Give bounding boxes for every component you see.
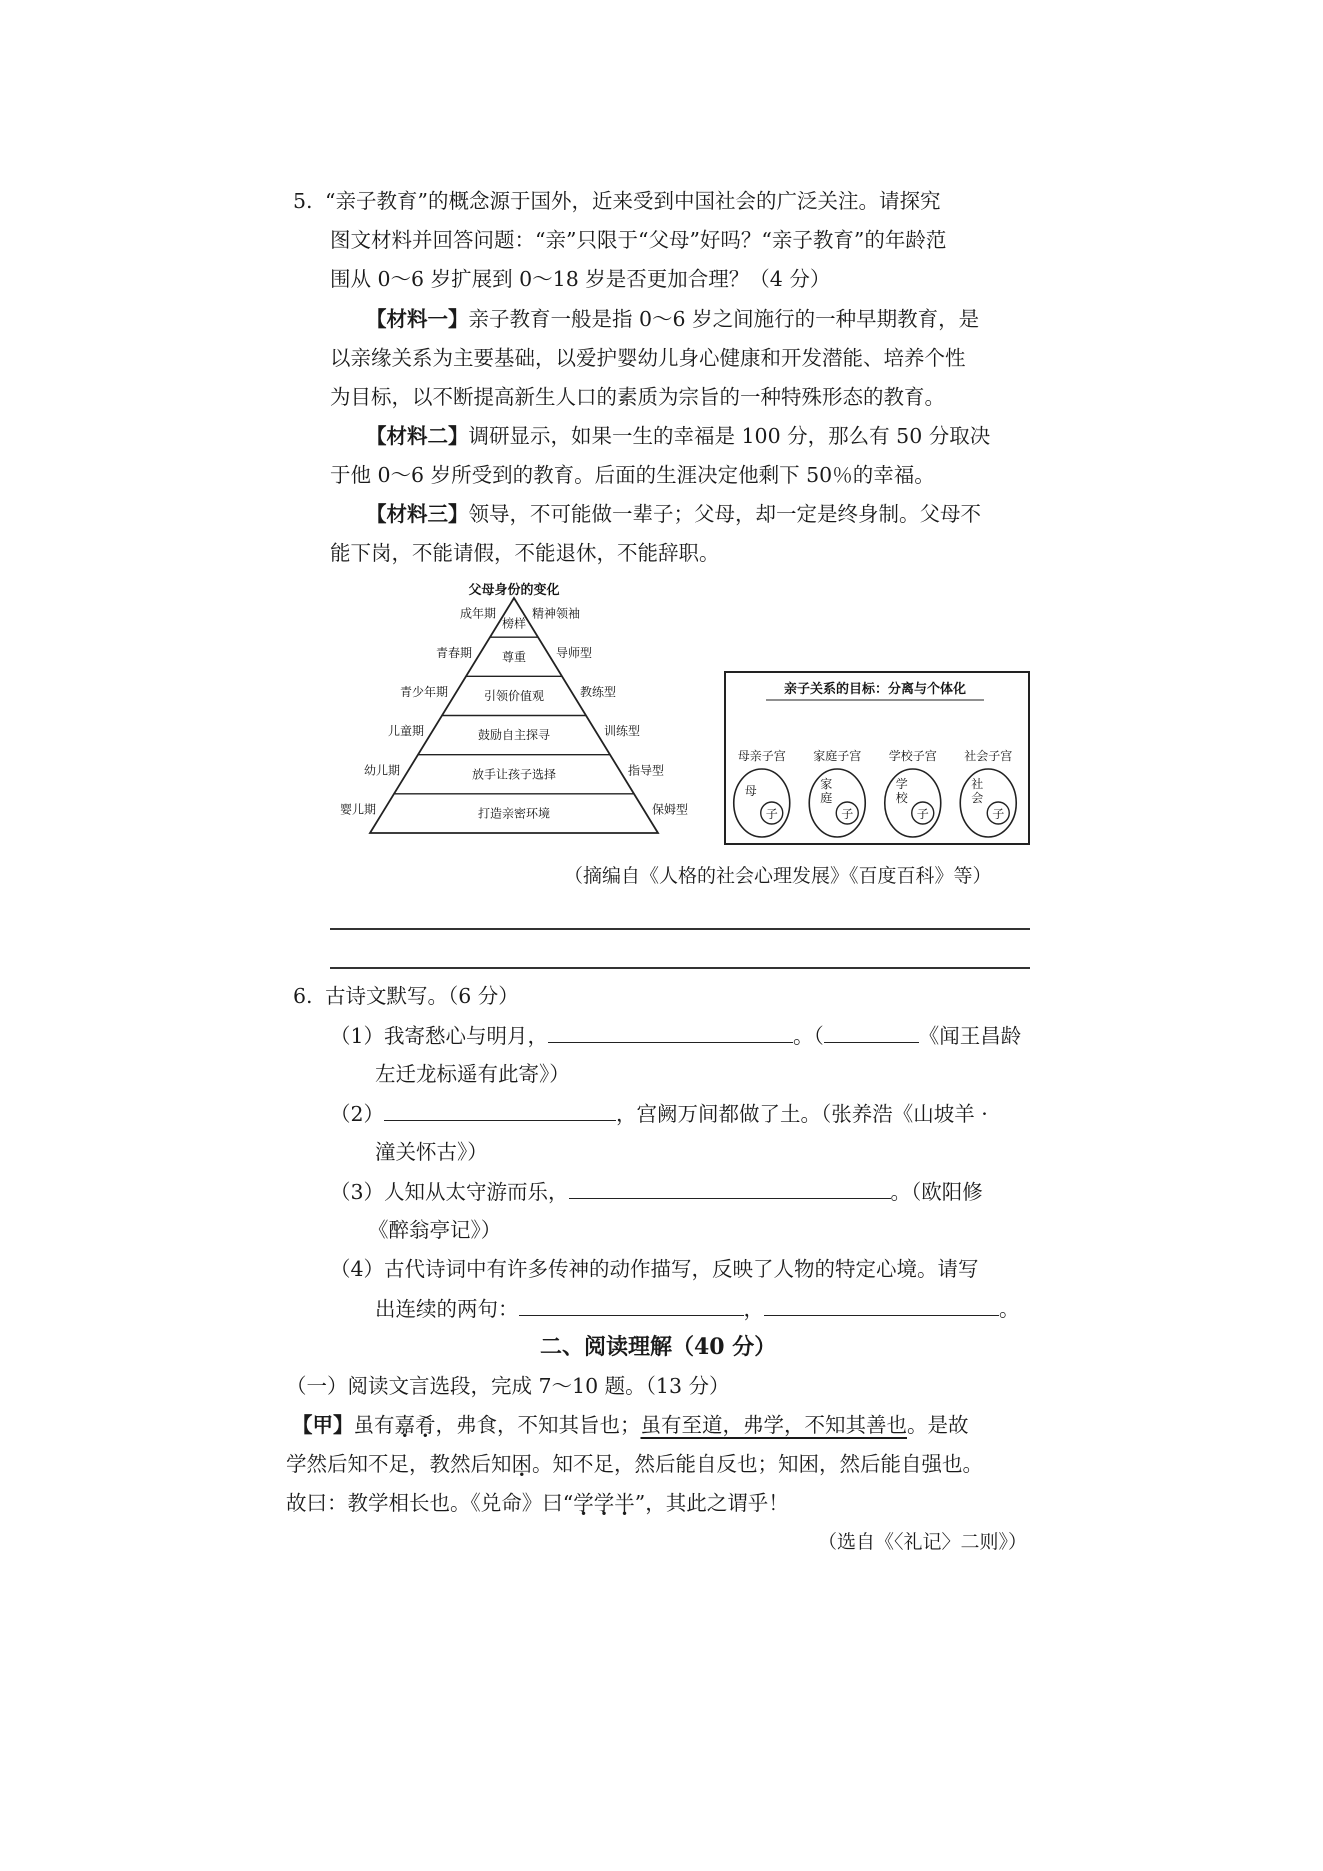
pyramid-stage-label: 儿童期: [387, 724, 424, 739]
pyramid-stage-label: 成年期: [459, 606, 496, 621]
womb-outer-label: 母: [744, 784, 757, 798]
womb-label: 母亲子宫: [737, 749, 786, 763]
pyramid-role-label: 指导型: [628, 763, 665, 778]
womb-label: 学校子宫: [888, 749, 937, 763]
q6-sub3-line-2: 《醉翁亭记》）: [368, 1218, 502, 1242]
child-label: 子: [841, 807, 854, 821]
blank-6-1-author[interactable]: [824, 1020, 919, 1043]
pyramid-stage-label: 青春期: [435, 645, 472, 660]
q6-sub2-line-1: （2） ，宫阙万间都做了土。（张养浩《山坡羊 ·: [330, 1098, 988, 1129]
womb-label: 家庭子宫: [813, 749, 862, 763]
q5-answer-line-2[interactable]: [330, 967, 1030, 969]
jia-line-3: 故曰：教学相长也。《兑命》曰“学学半”，其此之谓乎！: [286, 1491, 789, 1515]
pyramid-role-label: 精神领袖: [532, 606, 581, 621]
womb-outer-ellipse: [734, 769, 790, 837]
blank-6-1[interactable]: [548, 1020, 793, 1043]
pyramid-role-label: 导师型: [556, 645, 593, 660]
womb-outer-label: 社: [971, 777, 984, 791]
q5-stem-line-2: 图文材料并回答问题：“亲”只限于“父母”好吗？“亲子教育”的年龄范: [330, 228, 947, 252]
jia-underlined-sentence: 虽有至道，弗学，不知其善也: [640, 1413, 907, 1437]
material-1-label: 【材料一】: [366, 307, 469, 331]
blank-6-4a[interactable]: [519, 1293, 744, 1316]
q6-sub3-line-1: （3）人知从太守游而乐， 。（欧阳修: [330, 1176, 983, 1207]
material-2-line-2: 于他 0～6 岁所受到的教育。后面的生涯决定他剩下 50％的幸福。: [330, 463, 935, 487]
pyramid-level-content: 尊重: [501, 649, 527, 664]
q5-number: 5.: [293, 189, 313, 213]
womb-outer-ellipse: [960, 769, 1016, 837]
material-1-line-3: 为目标，以不断提高新生人口的素质为宗旨的一种特殊形态的教育。: [330, 385, 945, 409]
q6-sub1-line-1: （1）我寄愁心与明月， 。（ 《闻王昌龄: [330, 1020, 1021, 1051]
pyramid-level-content: 打造亲密环境: [477, 806, 551, 821]
section-2-title: 二、阅读理解（40 分）: [540, 1334, 777, 1360]
womb-outer-label: 家: [820, 777, 833, 791]
separation-box-title: 亲子关系的目标：分离与个体化: [783, 682, 967, 697]
womb-outer-ellipse: [885, 769, 941, 837]
jia-source: （选自《〈礼记〉二则》）: [818, 1531, 1028, 1553]
parent-identity-pyramid-chart: [330, 576, 690, 836]
material-2-line-1: 【材料二】调研显示，如果一生的幸福是 100 分，那么有 50 分取决: [366, 424, 991, 448]
material-2-label: 【材料二】: [366, 424, 469, 448]
pyramid-level-content: 鼓励自主探寻: [477, 728, 551, 743]
section-2-subsection-1: （一）阅读文言选段，完成 7～10 题。（13 分）: [286, 1374, 730, 1398]
material-1-line-2: 以亲缘关系为主要基础，以爱护婴幼儿身心健康和开发潜能、培养个性: [330, 346, 966, 370]
material-1-line-1: 【材料一】亲子教育一般是指 0～6 岁之间施行的一种早期教育，是: [366, 307, 980, 331]
pyramid-role-label: 训练型: [604, 724, 641, 739]
q5-stem-line-1: “亲子教育”的概念源于国外，近来受到中国社会的广泛关注。请探究: [325, 189, 941, 213]
womb-outer-label: 庭: [820, 791, 833, 805]
pyramid-role-label: 保姆型: [652, 802, 689, 817]
pyramid-level-content: 放手让孩子选择: [471, 767, 557, 782]
womb-label: 社会子宫: [964, 749, 1013, 763]
womb-items: [734, 748, 1017, 837]
q6-sub1-line-2: 左迁龙标遥有此寄》）: [375, 1062, 570, 1086]
child-label: 子: [992, 807, 1005, 821]
womb-outer-label: 会: [971, 791, 984, 805]
pyramid-stage-label: 婴儿期: [339, 802, 376, 817]
pyramid-level-content: 引领价值观: [483, 688, 545, 703]
q6-title: 古诗文默写。（6 分）: [325, 984, 519, 1008]
blank-6-4b[interactable]: [764, 1293, 999, 1316]
pyramid-title: 父母身份的变化: [468, 583, 560, 598]
womb-outer-label: 学: [895, 777, 908, 791]
pyramid-body: [340, 598, 688, 833]
q6-sub4-line-1: （4）古代诗词中有许多传神的动作描写，反映了人物的特定心境。请写: [330, 1257, 979, 1281]
q6-sub4-line-2: 出连续的两句： ， 。: [375, 1293, 1020, 1324]
material-3-line-1: 【材料三】领导，不可能做一辈子；父母，却一定是终身制。父母不: [366, 502, 981, 526]
q6-sub2-line-2: 潼关怀古》）: [375, 1140, 488, 1164]
pyramid-role-label: 教练型: [580, 684, 617, 699]
q5-stem-line-3: 围从 0～6 岁扩展到 0～18 岁是否更加合理？（4 分）: [330, 267, 831, 291]
q5-answer-line-1[interactable]: [330, 928, 1030, 930]
q5-source: （摘编自《人格的社会心理发展》《百度百科》等）: [564, 865, 992, 887]
child-label: 子: [916, 807, 929, 821]
womb-outer-label: 校: [895, 791, 908, 805]
material-3-label: 【材料三】: [366, 502, 469, 526]
pyramid-stage-label: 青少年期: [399, 684, 448, 699]
blank-6-2[interactable]: [384, 1098, 616, 1121]
child-label: 子: [765, 807, 778, 821]
womb-outer-ellipse: [809, 769, 865, 837]
jia-label: 【甲】: [292, 1413, 354, 1437]
q6-number: 6.: [293, 984, 313, 1008]
jia-line-2: 学然后知不足，教然后知困。知不足，然后能自反也；知困，然后能自强也。: [286, 1452, 983, 1476]
separation-goal-chart: [724, 671, 1026, 841]
jia-line-1: 【甲】虽有嘉肴，弗食，不知其旨也；虽有至道，弗学，不知其善也。是故: [292, 1413, 969, 1437]
blank-6-3[interactable]: [569, 1176, 891, 1199]
pyramid-stage-label: 幼儿期: [363, 763, 400, 778]
pyramid-level-content: 榜样: [501, 616, 527, 631]
material-3-line-2: 能下岗，不能请假，不能退休，不能辞职。: [330, 541, 720, 565]
